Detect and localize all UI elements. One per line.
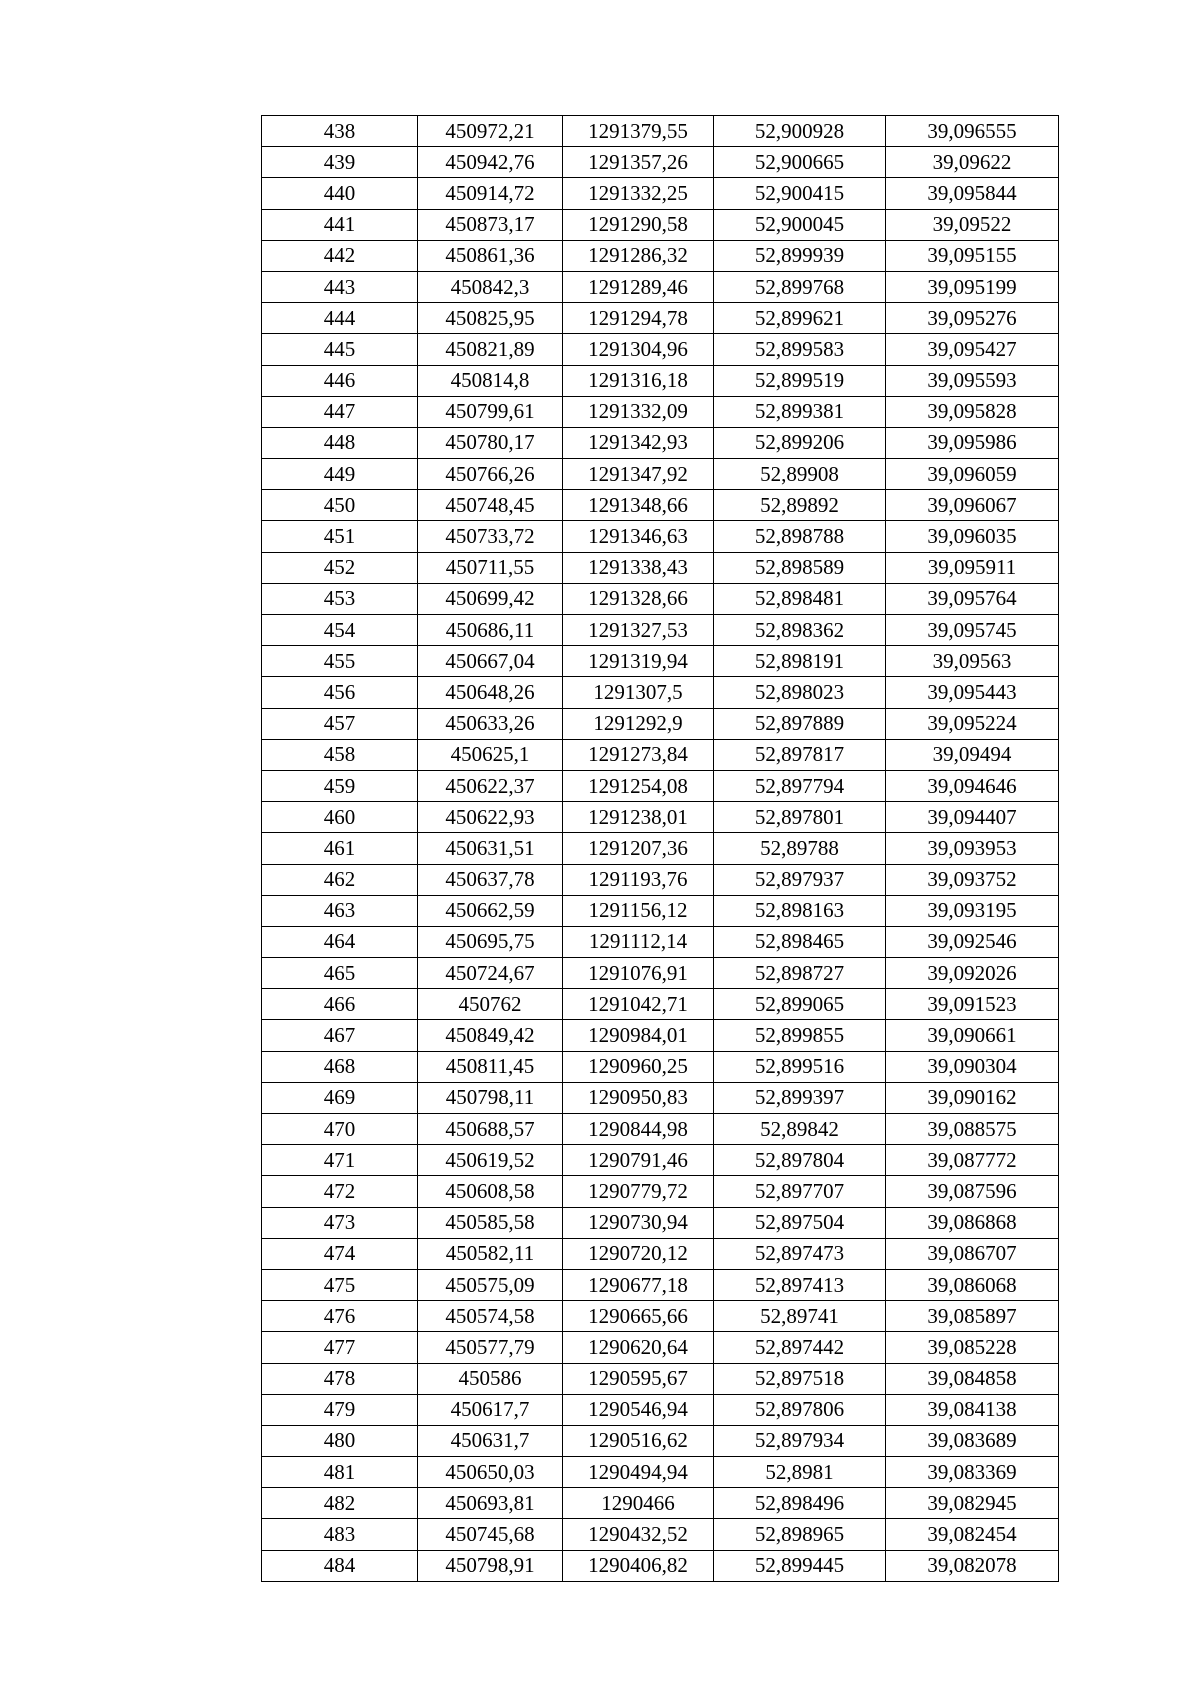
- longitude-cell: 39,095443: [886, 677, 1059, 708]
- latitude-cell: 52,897934: [714, 1425, 886, 1456]
- point-number-cell: 482: [262, 1488, 418, 1519]
- x-coordinate-cell: 450780,17: [418, 427, 563, 458]
- table-row: [262, 864, 1059, 895]
- longitude-cell: 39,091523: [886, 989, 1059, 1020]
- y-coordinate-cell: 1290844,98: [563, 1114, 714, 1145]
- longitude-cell: 39,086068: [886, 1269, 1059, 1300]
- table-row: [262, 895, 1059, 926]
- y-coordinate-cell: 1291076,91: [563, 958, 714, 989]
- longitude-cell: 39,095986: [886, 427, 1059, 458]
- table-row: [262, 1207, 1059, 1238]
- y-coordinate-cell: 1291348,66: [563, 490, 714, 521]
- y-coordinate-cell: 1291307,5: [563, 677, 714, 708]
- y-coordinate-cell: 1291327,53: [563, 615, 714, 646]
- y-coordinate-cell: 1290984,01: [563, 1020, 714, 1051]
- x-coordinate-cell: 450686,11: [418, 615, 563, 646]
- table-row: [262, 1051, 1059, 1082]
- y-coordinate-cell: 1291286,32: [563, 240, 714, 271]
- table-row: [262, 1519, 1059, 1550]
- latitude-cell: 52,899583: [714, 334, 886, 365]
- longitude-cell: 39,096059: [886, 459, 1059, 490]
- point-number-cell: 470: [262, 1114, 418, 1145]
- latitude-cell: 52,898163: [714, 895, 886, 926]
- x-coordinate-cell: 450575,09: [418, 1269, 563, 1300]
- point-number-cell: 462: [262, 864, 418, 895]
- table-row: [262, 1332, 1059, 1363]
- longitude-cell: 39,09494: [886, 739, 1059, 770]
- table-row: [262, 583, 1059, 614]
- longitude-cell: 39,09622: [886, 147, 1059, 178]
- latitude-cell: 52,897817: [714, 739, 886, 770]
- latitude-cell: 52,898023: [714, 677, 886, 708]
- point-number-cell: 438: [262, 116, 418, 147]
- x-coordinate-cell: 450631,51: [418, 833, 563, 864]
- latitude-cell: 52,899206: [714, 427, 886, 458]
- latitude-cell: 52,898727: [714, 958, 886, 989]
- point-number-cell: 469: [262, 1082, 418, 1113]
- table-row: [262, 615, 1059, 646]
- longitude-cell: 39,095844: [886, 178, 1059, 209]
- point-number-cell: 445: [262, 334, 418, 365]
- longitude-cell: 39,082945: [886, 1488, 1059, 1519]
- longitude-cell: 39,096555: [886, 116, 1059, 147]
- x-coordinate-cell: 450849,42: [418, 1020, 563, 1051]
- point-number-cell: 454: [262, 615, 418, 646]
- point-number-cell: 447: [262, 396, 418, 427]
- latitude-cell: 52,89842: [714, 1114, 886, 1145]
- point-number-cell: 459: [262, 770, 418, 801]
- table-row: [262, 459, 1059, 490]
- table-row: [262, 1020, 1059, 1051]
- latitude-cell: 52,897707: [714, 1176, 886, 1207]
- y-coordinate-cell: 1291357,26: [563, 147, 714, 178]
- table-row: [262, 1457, 1059, 1488]
- y-coordinate-cell: 1291342,93: [563, 427, 714, 458]
- table-row: [262, 178, 1059, 209]
- x-coordinate-cell: 450972,21: [418, 116, 563, 147]
- table-row: [262, 147, 1059, 178]
- latitude-cell: 52,898362: [714, 615, 886, 646]
- x-coordinate-cell: 450811,45: [418, 1051, 563, 1082]
- y-coordinate-cell: 1291292,9: [563, 708, 714, 739]
- point-number-cell: 451: [262, 521, 418, 552]
- table-row: [262, 1176, 1059, 1207]
- longitude-cell: 39,095764: [886, 583, 1059, 614]
- y-coordinate-cell: 1291294,78: [563, 303, 714, 334]
- latitude-cell: 52,897442: [714, 1332, 886, 1363]
- longitude-cell: 39,082078: [886, 1550, 1059, 1581]
- point-number-cell: 444: [262, 303, 418, 334]
- x-coordinate-cell: 450622,37: [418, 770, 563, 801]
- latitude-cell: 52,900045: [714, 209, 886, 240]
- y-coordinate-cell: 1290730,94: [563, 1207, 714, 1238]
- y-coordinate-cell: 1291273,84: [563, 739, 714, 770]
- point-number-cell: 475: [262, 1269, 418, 1300]
- longitude-cell: 39,090304: [886, 1051, 1059, 1082]
- latitude-cell: 52,89892: [714, 490, 886, 521]
- table-row: [262, 365, 1059, 396]
- point-number-cell: 453: [262, 583, 418, 614]
- table-row: [262, 1145, 1059, 1176]
- point-number-cell: 457: [262, 708, 418, 739]
- table-row: [262, 677, 1059, 708]
- point-number-cell: 478: [262, 1363, 418, 1394]
- longitude-cell: 39,093195: [886, 895, 1059, 926]
- y-coordinate-cell: 1291156,12: [563, 895, 714, 926]
- y-coordinate-cell: 1290677,18: [563, 1269, 714, 1300]
- latitude-cell: 52,8981: [714, 1457, 886, 1488]
- y-coordinate-cell: 1290516,62: [563, 1425, 714, 1456]
- y-coordinate-cell: 1290720,12: [563, 1238, 714, 1269]
- x-coordinate-cell: 450748,45: [418, 490, 563, 521]
- latitude-cell: 52,898191: [714, 646, 886, 677]
- longitude-cell: 39,095276: [886, 303, 1059, 334]
- latitude-cell: 52,898496: [714, 1488, 886, 1519]
- table-row: [262, 1363, 1059, 1394]
- longitude-cell: 39,093752: [886, 864, 1059, 895]
- y-coordinate-cell: 1291289,46: [563, 271, 714, 302]
- x-coordinate-cell: 450608,58: [418, 1176, 563, 1207]
- y-coordinate-cell: 1291338,43: [563, 552, 714, 583]
- table-row: [262, 708, 1059, 739]
- longitude-cell: 39,09563: [886, 646, 1059, 677]
- point-number-cell: 484: [262, 1550, 418, 1581]
- y-coordinate-cell: 1290791,46: [563, 1145, 714, 1176]
- table-row: [262, 989, 1059, 1020]
- x-coordinate-cell: 450914,72: [418, 178, 563, 209]
- latitude-cell: 52,898465: [714, 926, 886, 957]
- y-coordinate-cell: 1291290,58: [563, 209, 714, 240]
- table-row: [262, 1269, 1059, 1300]
- table-row: [262, 1301, 1059, 1332]
- x-coordinate-cell: 450633,26: [418, 708, 563, 739]
- point-number-cell: 460: [262, 802, 418, 833]
- x-coordinate-cell: 450622,93: [418, 802, 563, 833]
- latitude-cell: 52,897889: [714, 708, 886, 739]
- y-coordinate-cell: 1290620,64: [563, 1332, 714, 1363]
- y-coordinate-cell: 1291193,76: [563, 864, 714, 895]
- y-coordinate-cell: 1290432,52: [563, 1519, 714, 1550]
- table-row: [262, 926, 1059, 957]
- y-coordinate-cell: 1291254,08: [563, 770, 714, 801]
- point-number-cell: 481: [262, 1457, 418, 1488]
- x-coordinate-cell: 450577,79: [418, 1332, 563, 1363]
- point-number-cell: 452: [262, 552, 418, 583]
- point-number-cell: 466: [262, 989, 418, 1020]
- x-coordinate-cell: 450695,75: [418, 926, 563, 957]
- latitude-cell: 52,897804: [714, 1145, 886, 1176]
- longitude-cell: 39,086707: [886, 1238, 1059, 1269]
- longitude-cell: 39,084858: [886, 1363, 1059, 1394]
- longitude-cell: 39,086868: [886, 1207, 1059, 1238]
- x-coordinate-cell: 450814,8: [418, 365, 563, 396]
- x-coordinate-cell: 450724,67: [418, 958, 563, 989]
- latitude-cell: 52,897794: [714, 770, 886, 801]
- longitude-cell: 39,095199: [886, 271, 1059, 302]
- table-row: [262, 427, 1059, 458]
- point-number-cell: 476: [262, 1301, 418, 1332]
- table-row: [262, 271, 1059, 302]
- latitude-cell: 52,899445: [714, 1550, 886, 1581]
- latitude-cell: 52,898481: [714, 583, 886, 614]
- table-row: [262, 521, 1059, 552]
- x-coordinate-cell: 450799,61: [418, 396, 563, 427]
- point-number-cell: 449: [262, 459, 418, 490]
- y-coordinate-cell: 1290950,83: [563, 1082, 714, 1113]
- y-coordinate-cell: 1291112,14: [563, 926, 714, 957]
- point-number-cell: 456: [262, 677, 418, 708]
- longitude-cell: 39,096035: [886, 521, 1059, 552]
- point-number-cell: 461: [262, 833, 418, 864]
- latitude-cell: 52,898788: [714, 521, 886, 552]
- table-row: [262, 552, 1059, 583]
- latitude-cell: 52,897504: [714, 1207, 886, 1238]
- x-coordinate-cell: 450662,59: [418, 895, 563, 926]
- point-number-cell: 480: [262, 1425, 418, 1456]
- x-coordinate-cell: 450745,68: [418, 1519, 563, 1550]
- x-coordinate-cell: 450631,7: [418, 1425, 563, 1456]
- table-row: [262, 833, 1059, 864]
- y-coordinate-cell: 1291346,63: [563, 521, 714, 552]
- table-row: [262, 1082, 1059, 1113]
- point-number-cell: 439: [262, 147, 418, 178]
- point-number-cell: 442: [262, 240, 418, 271]
- longitude-cell: 39,094646: [886, 770, 1059, 801]
- x-coordinate-cell: 450650,03: [418, 1457, 563, 1488]
- table-row: [262, 770, 1059, 801]
- table-row: [262, 396, 1059, 427]
- latitude-cell: 52,900415: [714, 178, 886, 209]
- y-coordinate-cell: 1291042,71: [563, 989, 714, 1020]
- x-coordinate-cell: 450942,76: [418, 147, 563, 178]
- y-coordinate-cell: 1291207,36: [563, 833, 714, 864]
- longitude-cell: 39,087596: [886, 1176, 1059, 1207]
- longitude-cell: 39,096067: [886, 490, 1059, 521]
- coordinates-table-body: [262, 116, 1059, 1582]
- x-coordinate-cell: 450586: [418, 1363, 563, 1394]
- table-row: [262, 490, 1059, 521]
- longitude-cell: 39,083689: [886, 1425, 1059, 1456]
- longitude-cell: 39,094407: [886, 802, 1059, 833]
- table-row: [262, 1550, 1059, 1581]
- x-coordinate-cell: 450667,04: [418, 646, 563, 677]
- x-coordinate-cell: 450688,57: [418, 1114, 563, 1145]
- y-coordinate-cell: 1291332,09: [563, 396, 714, 427]
- point-number-cell: 464: [262, 926, 418, 957]
- x-coordinate-cell: 450821,89: [418, 334, 563, 365]
- latitude-cell: 52,897801: [714, 802, 886, 833]
- latitude-cell: 52,897413: [714, 1269, 886, 1300]
- longitude-cell: 39,090162: [886, 1082, 1059, 1113]
- latitude-cell: 52,899381: [714, 396, 886, 427]
- latitude-cell: 52,899519: [714, 365, 886, 396]
- table-row: [262, 802, 1059, 833]
- longitude-cell: 39,084138: [886, 1394, 1059, 1425]
- point-number-cell: 448: [262, 427, 418, 458]
- latitude-cell: 52,899939: [714, 240, 886, 271]
- point-number-cell: 472: [262, 1176, 418, 1207]
- table-row: [262, 303, 1059, 334]
- x-coordinate-cell: 450766,26: [418, 459, 563, 490]
- y-coordinate-cell: 1291379,55: [563, 116, 714, 147]
- x-coordinate-cell: 450617,7: [418, 1394, 563, 1425]
- latitude-cell: 52,898965: [714, 1519, 886, 1550]
- longitude-cell: 39,095155: [886, 240, 1059, 271]
- y-coordinate-cell: 1291238,01: [563, 802, 714, 833]
- table-row: [262, 334, 1059, 365]
- table-row: [262, 1114, 1059, 1145]
- latitude-cell: 52,897806: [714, 1394, 886, 1425]
- longitude-cell: 39,093953: [886, 833, 1059, 864]
- y-coordinate-cell: 1290546,94: [563, 1394, 714, 1425]
- longitude-cell: 39,083369: [886, 1457, 1059, 1488]
- longitude-cell: 39,082454: [886, 1519, 1059, 1550]
- x-coordinate-cell: 450861,36: [418, 240, 563, 271]
- x-coordinate-cell: 450582,11: [418, 1238, 563, 1269]
- latitude-cell: 52,89788: [714, 833, 886, 864]
- x-coordinate-cell: 450625,1: [418, 739, 563, 770]
- point-number-cell: 471: [262, 1145, 418, 1176]
- point-number-cell: 443: [262, 271, 418, 302]
- table-row: [262, 116, 1059, 147]
- latitude-cell: 52,900928: [714, 116, 886, 147]
- latitude-cell: 52,899855: [714, 1020, 886, 1051]
- y-coordinate-cell: 1290595,67: [563, 1363, 714, 1394]
- x-coordinate-cell: 450798,11: [418, 1082, 563, 1113]
- latitude-cell: 52,899065: [714, 989, 886, 1020]
- table-row: [262, 739, 1059, 770]
- x-coordinate-cell: 450733,72: [418, 521, 563, 552]
- latitude-cell: 52,900665: [714, 147, 886, 178]
- point-number-cell: 463: [262, 895, 418, 926]
- point-number-cell: 468: [262, 1051, 418, 1082]
- table-row: [262, 1394, 1059, 1425]
- y-coordinate-cell: 1291328,66: [563, 583, 714, 614]
- latitude-cell: 52,899621: [714, 303, 886, 334]
- table-row: [262, 240, 1059, 271]
- y-coordinate-cell: 1290779,72: [563, 1176, 714, 1207]
- y-coordinate-cell: 1290494,94: [563, 1457, 714, 1488]
- table-row: [262, 646, 1059, 677]
- y-coordinate-cell: 1290406,82: [563, 1550, 714, 1581]
- table-row: [262, 958, 1059, 989]
- longitude-cell: 39,085897: [886, 1301, 1059, 1332]
- longitude-cell: 39,095427: [886, 334, 1059, 365]
- x-coordinate-cell: 450693,81: [418, 1488, 563, 1519]
- longitude-cell: 39,09522: [886, 209, 1059, 240]
- x-coordinate-cell: 450842,3: [418, 271, 563, 302]
- longitude-cell: 39,088575: [886, 1114, 1059, 1145]
- x-coordinate-cell: 450585,58: [418, 1207, 563, 1238]
- x-coordinate-cell: 450762: [418, 989, 563, 1020]
- y-coordinate-cell: 1290466: [563, 1488, 714, 1519]
- y-coordinate-cell: 1291332,25: [563, 178, 714, 209]
- latitude-cell: 52,897937: [714, 864, 886, 895]
- point-number-cell: 455: [262, 646, 418, 677]
- point-number-cell: 441: [262, 209, 418, 240]
- point-number-cell: 467: [262, 1020, 418, 1051]
- y-coordinate-cell: 1290960,25: [563, 1051, 714, 1082]
- latitude-cell: 52,89908: [714, 459, 886, 490]
- longitude-cell: 39,090661: [886, 1020, 1059, 1051]
- longitude-cell: 39,095828: [886, 396, 1059, 427]
- y-coordinate-cell: 1291319,94: [563, 646, 714, 677]
- latitude-cell: 52,89741: [714, 1301, 886, 1332]
- latitude-cell: 52,897473: [714, 1238, 886, 1269]
- point-number-cell: 440: [262, 178, 418, 209]
- point-number-cell: 450: [262, 490, 418, 521]
- point-number-cell: 477: [262, 1332, 418, 1363]
- x-coordinate-cell: 450873,17: [418, 209, 563, 240]
- longitude-cell: 39,095593: [886, 365, 1059, 396]
- point-number-cell: 483: [262, 1519, 418, 1550]
- x-coordinate-cell: 450574,58: [418, 1301, 563, 1332]
- coordinates-table: [261, 115, 1059, 1582]
- longitude-cell: 39,095911: [886, 552, 1059, 583]
- latitude-cell: 52,899516: [714, 1051, 886, 1082]
- y-coordinate-cell: 1291347,92: [563, 459, 714, 490]
- latitude-cell: 52,898589: [714, 552, 886, 583]
- longitude-cell: 39,095745: [886, 615, 1059, 646]
- x-coordinate-cell: 450619,52: [418, 1145, 563, 1176]
- x-coordinate-cell: 450637,78: [418, 864, 563, 895]
- latitude-cell: 52,899397: [714, 1082, 886, 1113]
- point-number-cell: 473: [262, 1207, 418, 1238]
- y-coordinate-cell: 1291316,18: [563, 365, 714, 396]
- y-coordinate-cell: 1290665,66: [563, 1301, 714, 1332]
- point-number-cell: 479: [262, 1394, 418, 1425]
- x-coordinate-cell: 450798,91: [418, 1550, 563, 1581]
- point-number-cell: 446: [262, 365, 418, 396]
- longitude-cell: 39,085228: [886, 1332, 1059, 1363]
- longitude-cell: 39,087772: [886, 1145, 1059, 1176]
- point-number-cell: 474: [262, 1238, 418, 1269]
- x-coordinate-cell: 450648,26: [418, 677, 563, 708]
- point-number-cell: 458: [262, 739, 418, 770]
- longitude-cell: 39,095224: [886, 708, 1059, 739]
- latitude-cell: 52,899768: [714, 271, 886, 302]
- x-coordinate-cell: 450825,95: [418, 303, 563, 334]
- table-row: [262, 1425, 1059, 1456]
- table-row: [262, 209, 1059, 240]
- point-number-cell: 465: [262, 958, 418, 989]
- x-coordinate-cell: 450711,55: [418, 552, 563, 583]
- longitude-cell: 39,092546: [886, 926, 1059, 957]
- table-row: [262, 1488, 1059, 1519]
- table-row: [262, 1238, 1059, 1269]
- longitude-cell: 39,092026: [886, 958, 1059, 989]
- latitude-cell: 52,897518: [714, 1363, 886, 1394]
- y-coordinate-cell: 1291304,96: [563, 334, 714, 365]
- x-coordinate-cell: 450699,42: [418, 583, 563, 614]
